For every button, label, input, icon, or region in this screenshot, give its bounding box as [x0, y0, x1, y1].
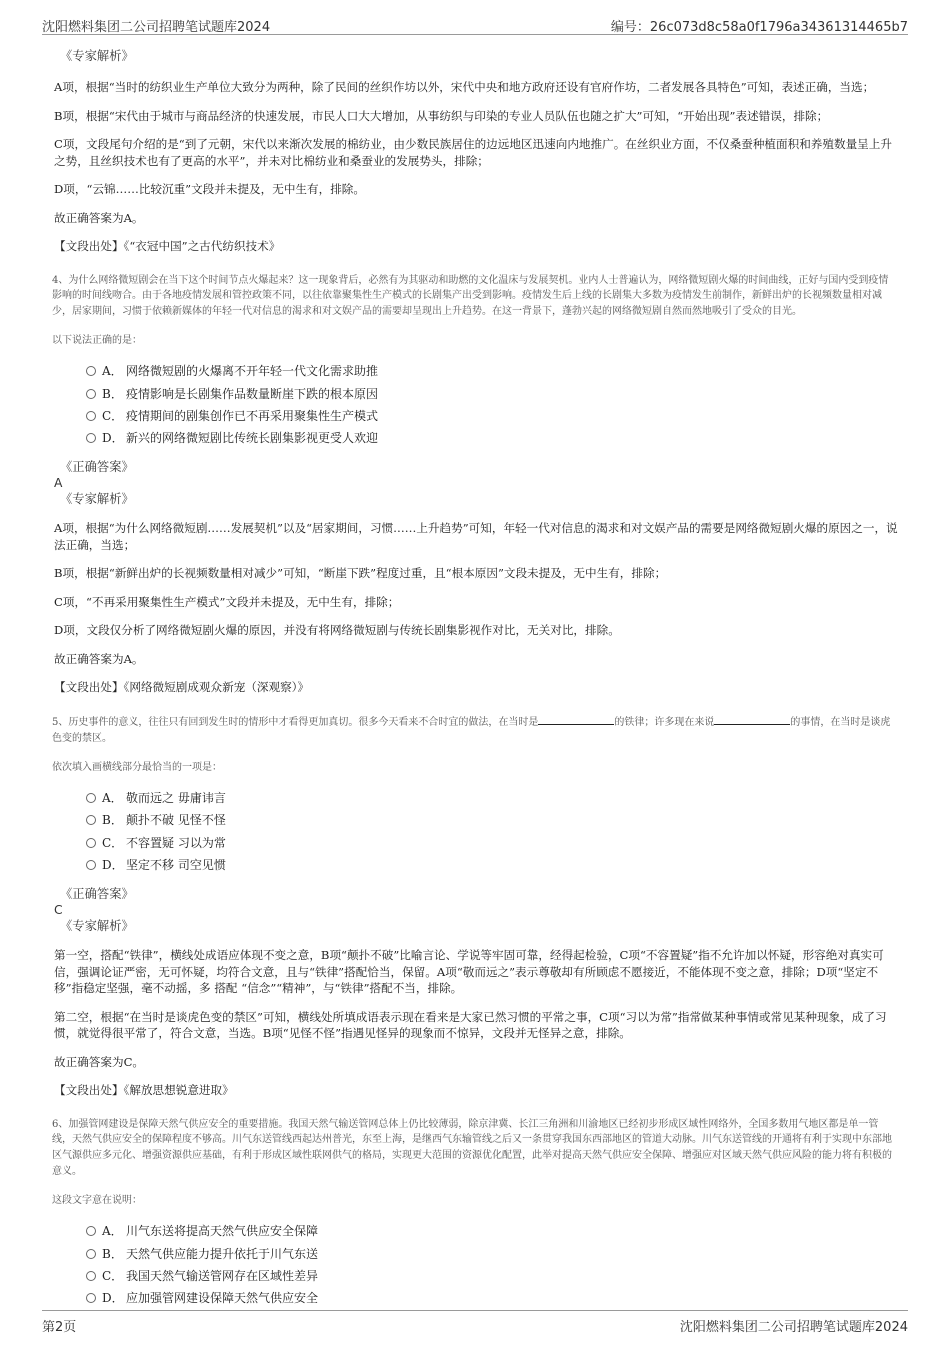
- correct-label: 《正确答案》: [60, 887, 134, 902]
- q5-options: [86, 789, 898, 878]
- header-title: 沈阳燃料集团二公司招聘笔试题库2024: [42, 20, 271, 35]
- page-number: 第2页: [42, 1320, 77, 1335]
- radio-button[interactable]: [86, 433, 96, 443]
- q4-option-a[interactable]: A． 网络微短剧的火爆离不开年轻一代文化需求助推: [86, 362, 898, 384]
- q6-option-d[interactable]: D． 应加强管网建设保障天然气供应安全: [86, 1289, 898, 1311]
- blank-line: [714, 714, 790, 725]
- page-content: [52, 40, 898, 1319]
- radio-button[interactable]: [86, 366, 96, 376]
- q4-answer: A: [54, 476, 63, 491]
- q3-conclusion: 故正确答案为A。: [54, 210, 144, 225]
- q6-option-a[interactable]: A． 川气东送将提高天然气供应安全保障: [86, 1222, 898, 1244]
- q5-answer: C: [54, 903, 63, 918]
- q6-prompt: 这段文字意在说明：: [52, 1195, 142, 1207]
- q3-analysis-c: C项，文段尾句介绍的是“到了元朝，宋代以来渐次发展的棉纺业，由少数民族居住的边远地区迅速向内地推广。在丝织业方面，不仅桑蚕种植面积和养殖数量呈上升之势，且丝织技术也有了更高的水平”，并未对比棉纺业和桑蚕业的发展势头，排除；: [54, 137, 892, 168]
- q4-question: 4、为什么网络微短剧会在当下这个时间节点火爆起来？这一现象背后，必然有为其驱动和助燃的文化温床与发展契机。业内人士普遍认为，网络微短剧火爆的时间曲线，正好与国内受到疫情影响的时间线吻合。由于各地疫情发展和管控政策不同，以往依靠聚集性生产模式的长剧集产出受到影响。疫情发生后上线的长剧集大多数为疫情发生前制作，新鲜出炉的长视频数量相对减少，居家期间，习惯于依赖新媒体的年轻一代对信息的渴求和对文娱产品的需要却呈现出上升趋势。在这一背景下，蓬勃兴起的网络微短剧自然而然地吸引了受众的目光。: [52, 274, 889, 317]
- radio-button[interactable]: [86, 793, 96, 803]
- radio-button[interactable]: [86, 389, 96, 399]
- q6-options: [86, 1222, 898, 1311]
- q5-option-a[interactable]: A． 敬而远之 毋庸讳言: [86, 789, 898, 811]
- radio-button[interactable]: [86, 1271, 96, 1281]
- q5-option-b[interactable]: B． 颠扑不破 见怪不怪: [86, 811, 898, 833]
- q4-conclusion: 故正确答案为A。: [54, 651, 144, 666]
- q4-analysis-b: B项，根据“新鲜出炉的长视频数量相对减少”可知，“断崖下跌”程度过重，且“根本原因”文段未提及，无中生有，排除；: [54, 566, 667, 581]
- q5-question: 5、历史事件的意义，往往只有回到发生时的情形中才看得更加真切。很多今天看来不合时宜的做法，在当时是 的铁律；许多现在来说 的事情，在当时是谈虎色变的禁区。: [52, 714, 898, 746]
- radio-button[interactable]: [86, 1249, 96, 1259]
- correct-label: 《正确答案》: [60, 460, 134, 475]
- q6-question: 6、加强管网建设是保障天然气供应安全的重要措施。我国天然气输送管网总体上仍比较薄弱，除京津冀、长江三角洲和川渝地区已经初步形成区域性网络外，全国多数用气地区都是单一管线，天然气供应安全的保障程度不够高。川气东送管线西起达州普光，东至上海，是继西气东输管线之后又一条贯穿我国东西部地区的管道大动脉。川气东送管线的开通将有利于实现中东部地区气源供应多元化、增强资源供应基础，有利于形成区域性联网供气的格局，实现更大范围的资源优化配置，此举对提高天然气供应安全保障、增强应对区域天然气供应风险的能力将有积极的意义。: [52, 1118, 892, 1177]
- q5-analysis-1: 第一空，搭配“铁律”，横线处成语应体现不变之意，B项“颠扑不破”比喻言论、学说等牢固可靠，经得起检验，C项“不容置疑”指不允许加以怀疑，形容绝对真实可信，强调论证严密，无可怀疑，均符合文意，且与“铁律”搭配恰当，保留。A项“敬而远之”表示尊敬却有所顾虑不愿接近，不能体现不变之意，排除；D项“坚定不移”指稳定坚强，毫不动摇，多 搭配 “信念”“精神”，与“铁律”搭配不当，排除。: [54, 948, 884, 996]
- footer-title: 沈阳燃料集团二公司招聘笔试题库2024: [679, 1320, 908, 1335]
- expert-label: 《专家解析》: [60, 49, 134, 63]
- expert-label: 《专家解析》: [60, 492, 134, 507]
- expert-label: 《专家解析》: [60, 919, 134, 934]
- q3-analysis-d: D项，“云锦……比较沉重”文段并未提及，无中生有，排除。: [54, 182, 365, 196]
- q4-source: 【文段出处】《网络微短剧成观众新宠（深观察）》: [54, 680, 310, 695]
- q5-option-d[interactable]: D． 坚定不移 司空见惯: [86, 856, 898, 878]
- radio-button[interactable]: [86, 1293, 96, 1303]
- radio-button[interactable]: [86, 815, 96, 825]
- blank-line: [538, 714, 614, 725]
- q3-source: 【文段出处】《“衣冠中国”之古代纺织技术》: [54, 239, 281, 253]
- page-footer: [42, 1310, 908, 1337]
- q5-prompt: 依次填入画横线部分最恰当的一项是：: [52, 762, 222, 774]
- q4-options: [86, 362, 898, 451]
- q5-source: 【文段出处】《解放思想锐意进取》: [54, 1083, 234, 1098]
- q5-analysis-2: 第二空，根据“在当时是谈虎色变的禁区”可知，横线处所填成语表示现在看来是大家已然习惯的平常之事，C项“习以为常”指常做某种事情或常见某种现象，成了习惯，就觉得很平常了，符合文意，当选。B项“见怪不怪”指遇见怪异的现象而不惊异，文段并无怪异之意，排除。: [54, 1009, 887, 1041]
- q4-analysis-d: D项，文段仅分析了网络微短剧火爆的原因，并没有将网络微短剧与传统长剧集影视作对比，无关对比，排除。: [54, 623, 620, 638]
- radio-button[interactable]: [86, 1226, 96, 1236]
- q6-option-c[interactable]: C． 我国天然气输送管网存在区域性差异: [86, 1267, 898, 1289]
- q4-prompt: 以下说法正确的是：: [52, 335, 142, 347]
- q5-option-c[interactable]: C． 不容置疑 习以为常: [86, 834, 898, 856]
- q6-option-b[interactable]: B． 天然气供应能力提升依托于川气东送: [86, 1245, 898, 1267]
- radio-button[interactable]: [86, 860, 96, 870]
- page-header: [42, 12, 908, 35]
- q4-option-b[interactable]: B． 疫情影响是长剧集作品数量断崖下跌的根本原因: [86, 385, 898, 407]
- q4-option-c[interactable]: C． 疫情期间的剧集创作已不再采用聚集性生产模式: [86, 407, 898, 429]
- q4-analysis-c: C项，“不再采用聚集性生产模式”文段并未提及，无中生有，排除；: [54, 594, 400, 609]
- radio-button[interactable]: [86, 838, 96, 848]
- q5-conclusion: 故正确答案为C。: [54, 1054, 145, 1069]
- radio-button[interactable]: [86, 411, 96, 421]
- q4-analysis-a: A项，根据“为什么网络微短剧……发展契机”以及“居家期间，习惯……上升趋势”可知，年轻一代对信息的渴求和对文娱产品的需要是网络微短剧火爆的原因之一，说法正确，当选；: [54, 521, 898, 552]
- q3-analysis-a: A项，根据“当时的纺织业生产单位大致分为两种，除了民间的丝织作坊以外，宋代中央和地方政府还设有官府作坊，二者发展各具特色”可知，表述正确，当选；: [54, 80, 875, 94]
- header-code: 编号：26c073d8c58a0f1796a34361314465b7: [610, 20, 908, 35]
- q4-option-d[interactable]: D． 新兴的网络微短剧比传统长剧集影视更受人欢迎: [86, 429, 898, 451]
- q3-analysis-b: B项，根据“宋代由于城市与商品经济的快速发展，市民人口大大增加，从事纺织与印染的专业人员队伍也随之扩大”可知，“开始出现”表述错误，排除；: [54, 108, 829, 123]
